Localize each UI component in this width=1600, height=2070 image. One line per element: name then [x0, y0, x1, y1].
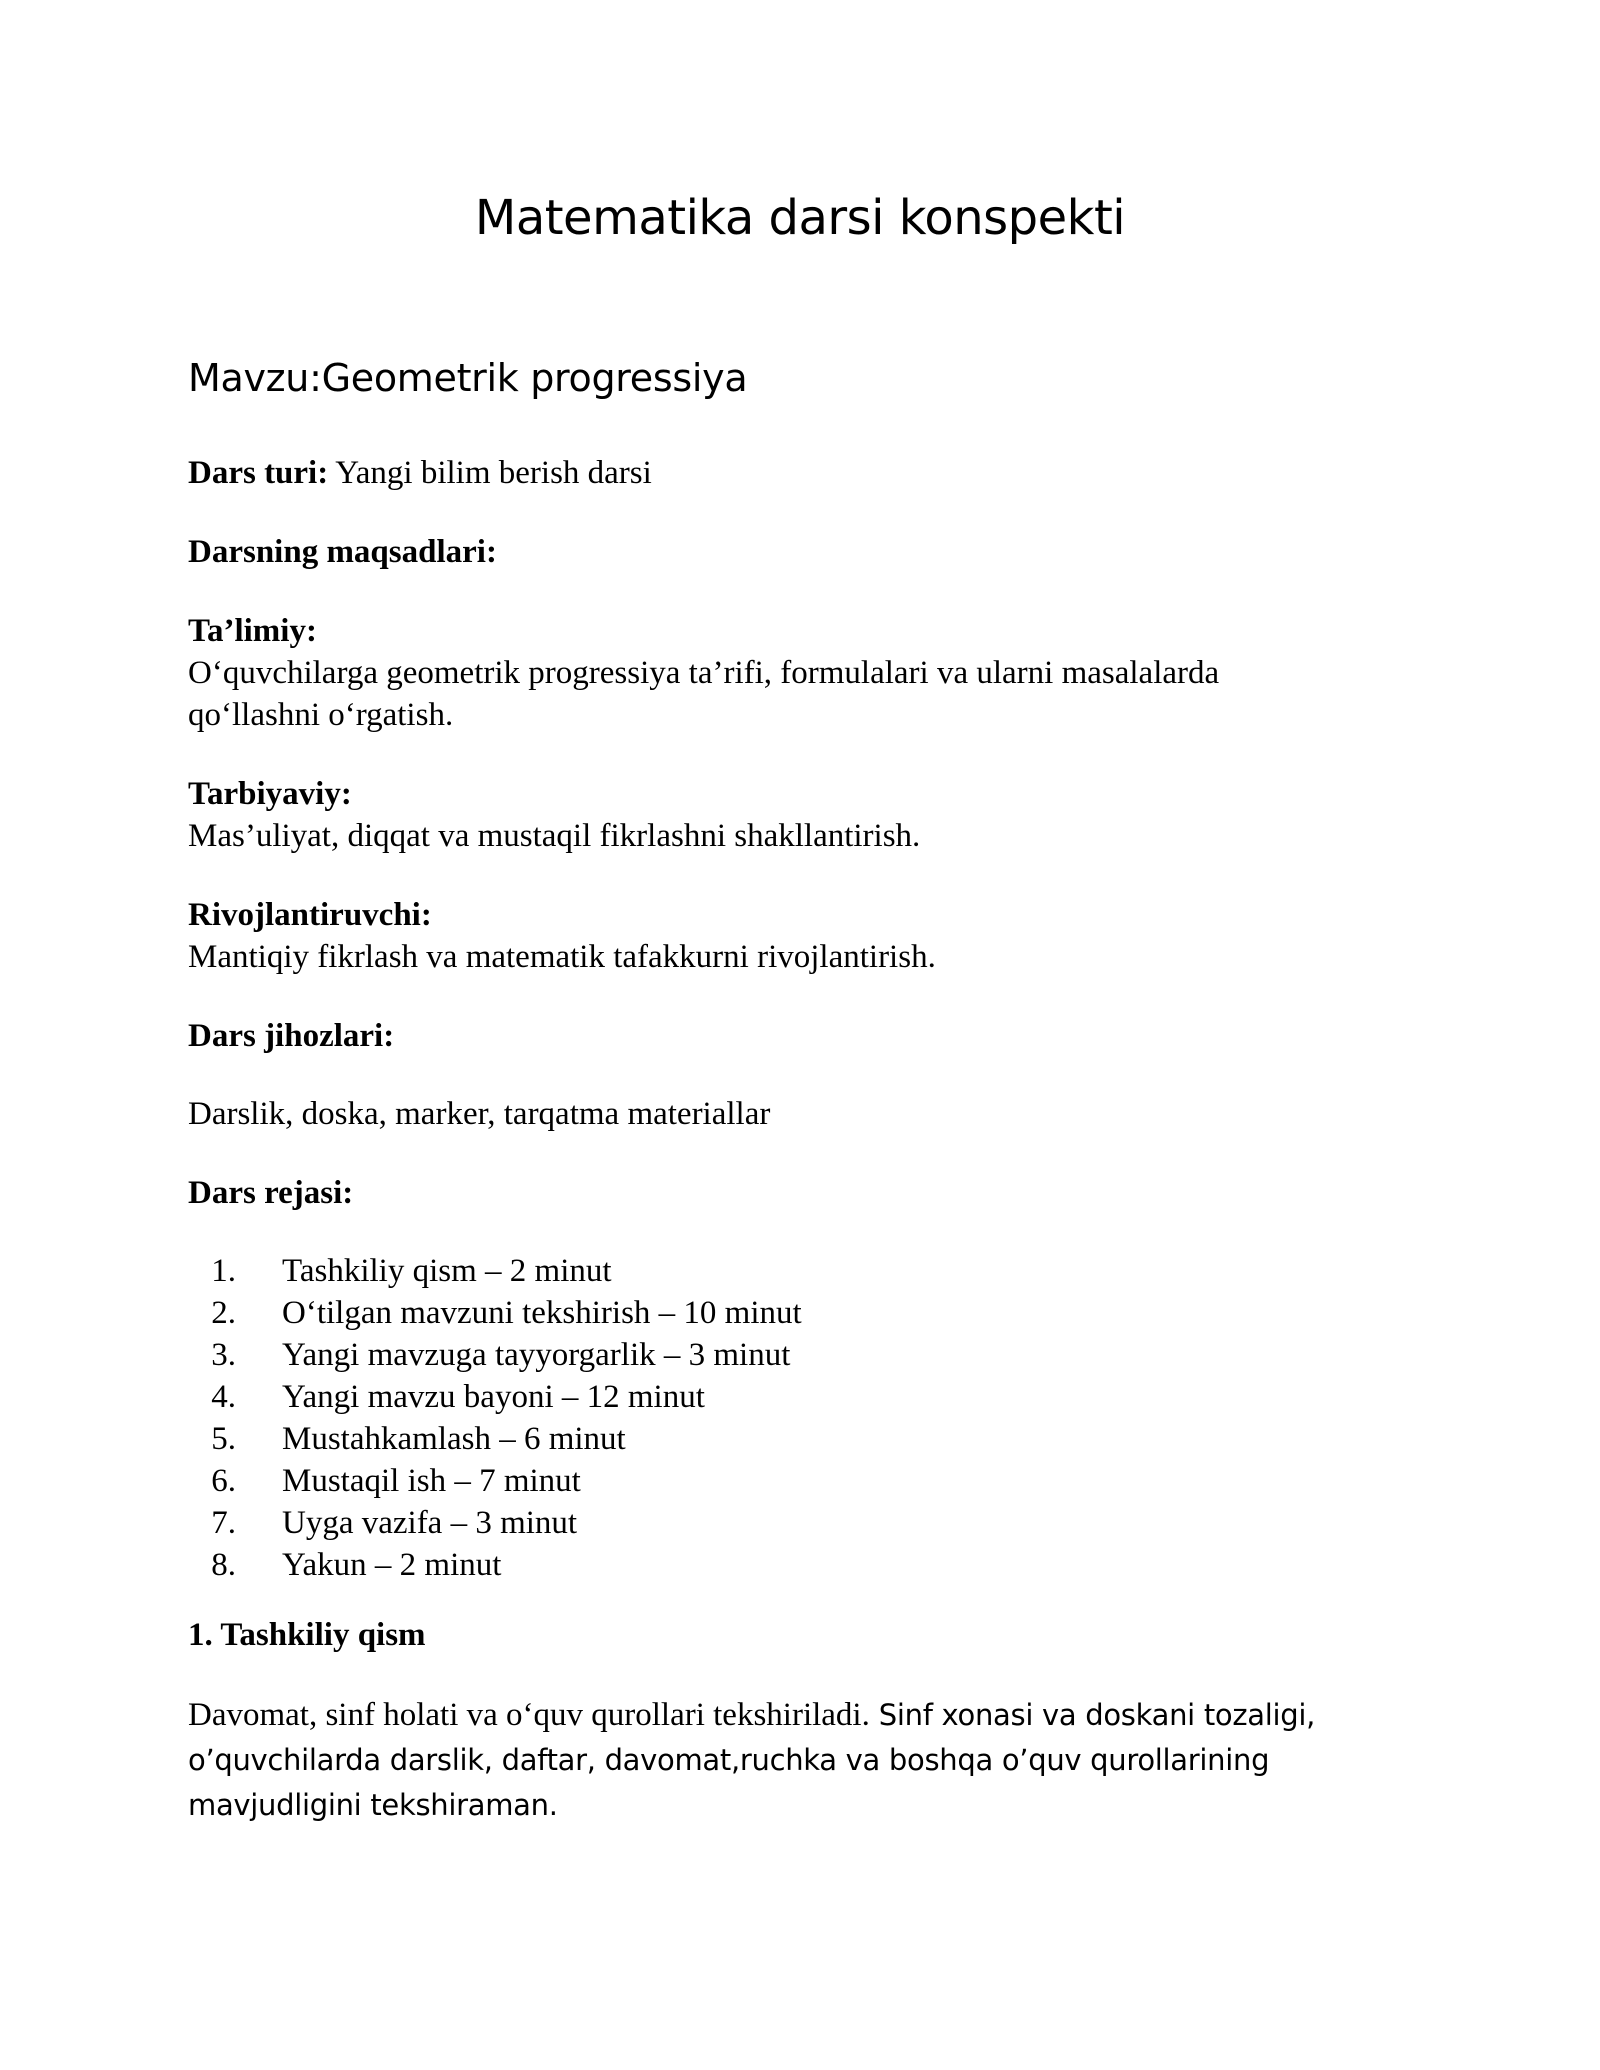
- list-item-number: 5.: [211, 1421, 236, 1457]
- list-item-number: 2.: [211, 1295, 236, 1331]
- list-item-text: Yangi mavzu bayoni – 12 minut: [282, 1379, 705, 1415]
- section1-text-part2: Sinf xonasi va doskani tozaligi, o’quvchilarda darslik, daftar, davomat,ruchka va boshqa o’quv qurollarining mavjudligini tekshiraman.: [188, 1698, 1316, 1822]
- list-item: [188, 1544, 502, 1586]
- list-item-text: O‘tilgan mavzuni tekshirish – 10 minut: [282, 1295, 802, 1331]
- section1-text-part1: Davomat, sinf holati va o‘quv qurollari tekshiriladi.: [188, 1697, 870, 1733]
- list-item: [188, 1502, 578, 1544]
- list-item-text: Yakun – 2 minut: [282, 1547, 502, 1583]
- list-item-text: Mustahkamlash – 6 minut: [282, 1421, 626, 1457]
- upbringing-text: Mas’uliyat, diqqat va mustaqil fikrlashni shakllantirish.: [188, 818, 921, 854]
- developmental-heading: Rivojlantiruvchi:: [188, 897, 432, 933]
- developmental-text: Mantiqiy fikrlash va matematik tafakkurni rivojlantirish.: [188, 939, 936, 975]
- list-item-number: 8.: [211, 1547, 236, 1583]
- list-item: [188, 1418, 626, 1460]
- goals-heading: Darsning maqsadlari:: [188, 534, 497, 570]
- list-item: [188, 1250, 612, 1292]
- equipment-text: Darslik, doska, marker, tarqatma materiallar: [188, 1096, 771, 1132]
- list-item-number: 3.: [211, 1337, 236, 1373]
- list-item: [188, 1292, 802, 1334]
- lesson-type-line: [188, 452, 652, 494]
- upbringing-heading: Tarbiyaviy:: [188, 776, 352, 812]
- list-item-text: Yangi mavzuga tayyorgarlik – 3 minut: [282, 1337, 791, 1373]
- list-item-number: 4.: [211, 1379, 236, 1415]
- lesson-type-value: Yangi bilim berish darsi: [335, 455, 652, 491]
- equipment-heading: Dars jihozlari:: [188, 1018, 395, 1054]
- list-item-number: 1.: [211, 1253, 236, 1289]
- list-item-number: 6.: [211, 1463, 236, 1499]
- section1-paragraph: [188, 1692, 1428, 1827]
- list-item: [188, 1460, 581, 1502]
- educational-heading: Ta’limiy:: [188, 613, 317, 649]
- plan-heading: Dars rejasi:: [188, 1175, 354, 1211]
- lesson-plan-list: [188, 1250, 802, 1586]
- list-item: [188, 1376, 705, 1418]
- document-title: Matematika darsi konspekti: [474, 190, 1126, 246]
- list-item-text: Tashkiliy qism – 2 minut: [282, 1253, 612, 1289]
- educational-text-line1: O‘quvchilarga geometrik progressiya ta’rifi, formulalari va ularni masalalarda: [188, 655, 1220, 691]
- educational-text-line2: qo‘llashni o‘rgatish.: [188, 697, 454, 733]
- list-item-text: Uyga vazifa – 3 minut: [282, 1505, 578, 1541]
- section1-heading: 1. Tashkiliy qism: [188, 1617, 426, 1653]
- list-item-number: 7.: [211, 1505, 236, 1541]
- lesson-type-label: Dars turi:: [188, 455, 329, 491]
- lesson-topic: Mavzu:Geometrik progressiya: [188, 356, 748, 400]
- list-item-text: Mustaqil ish – 7 minut: [282, 1463, 581, 1499]
- list-item: [188, 1334, 791, 1376]
